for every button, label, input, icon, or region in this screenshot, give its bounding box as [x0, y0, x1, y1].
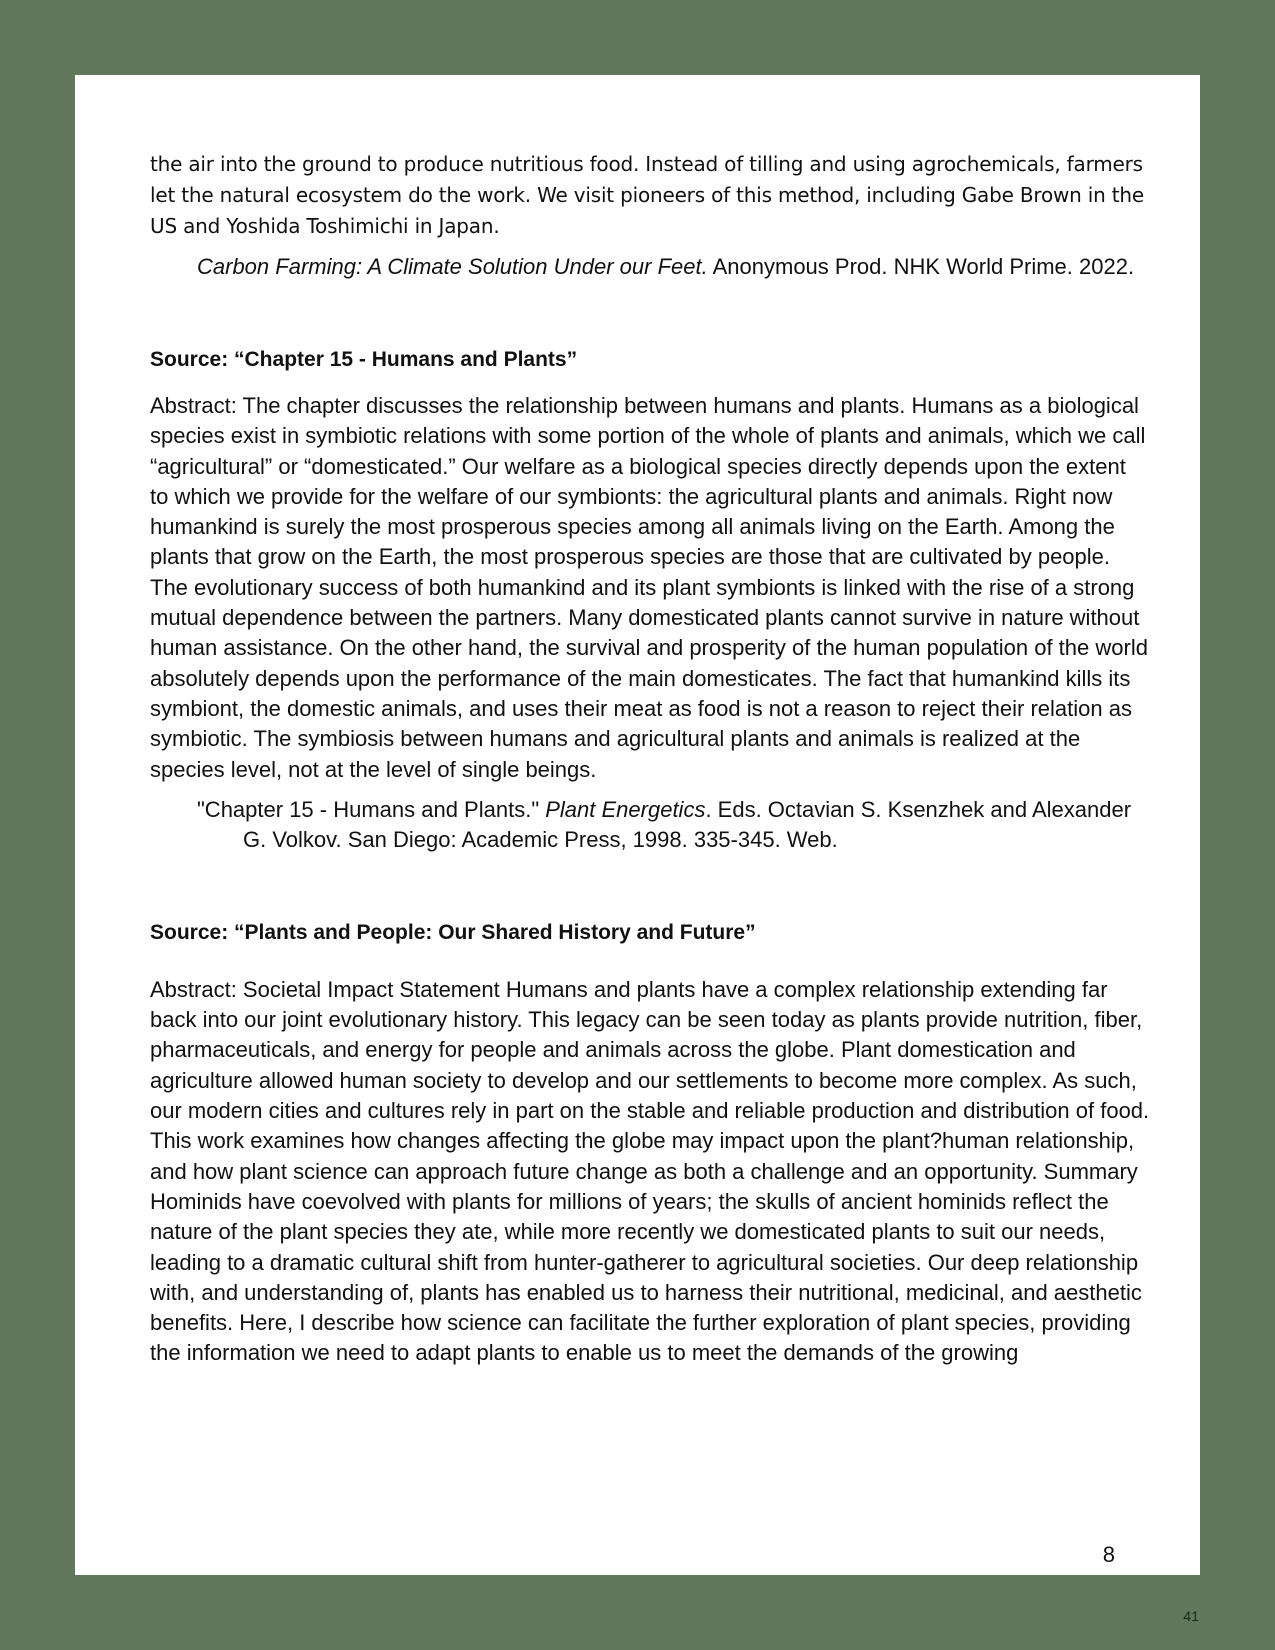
source-heading-chapter-15: Source: “Chapter 15 - Humans and Plants”: [150, 348, 578, 371]
citation-title: Carbon Farming: A Climate Solution Under our Feet.: [197, 254, 708, 279]
citation-plant-energetics: [150, 795, 1150, 855]
abstract-chapter-15: Abstract: The chapter discusses the relationship between humans and plants. Humans as a biological species exist in symbiotic relations with some portion of the whole of plants and animals, which we call “agricultural” or “domesticated.” Our welfare as a biological species directly depends upon the extent to which we provide for the welfare of our symbionts: the agricultural plants and animals. Right now humankind is surely the most prosperous species among all animals living on the Earth. Among the plants that grow on the Earth, the most prosperous species are those that are cultivated by people. The evolutionary success of both humankind and its plant symbionts is linked with the rise of a strong mutual dependence between the partners. Many domesticated plants cannot survive in nature without human assistance. On the other hand, the survival and prosperity of the human population of the world absolutely depends upon the performance of the main domesticates. The fact that humankind kills its symbiont, the domestic animals, and uses their meat as food is not a reason to reject their relation as symbiotic. The symbiosis between humans and agricultural plants and animals is realized at the species level, not at the level of single beings.: [150, 393, 1148, 782]
source-heading-plants-and-people: Source: “Plants and People: Our Shared History and Future”: [150, 920, 756, 944]
citation-details: Anonymous Prod. NHK World Prime. 2022.: [707, 254, 1135, 279]
citation-carbon-farming: [150, 252, 1150, 282]
intro-paragraph: the air into the ground to produce nutritious food. Instead of tilling and using agrochemicals, farmers let the natural ecosystem do the work. We visit pioneers of this method, including Gabe Brown in the US and Yoshida Toshimichi in Japan.: [150, 152, 1145, 238]
document-page: [75, 75, 1200, 1575]
citation-post: . Eds. Octavian S. Ksenzhek and Alexander G. Volkov. San Diego: Academic Press, 1998. 335-345. Web.: [243, 796, 1132, 852]
outer-page-number: 41: [1183, 1608, 1199, 1624]
page-number: 8: [1102, 1542, 1115, 1567]
citation-book-title: Plant Energetics: [545, 796, 706, 822]
abstract-plants-and-people: Abstract: Societal Impact Statement Humans and plants have a complex relationship extending far back into our joint evolutionary history. This legacy can be seen today as plants provide nutrition, fiber, pharmaceuticals, and energy for people and animals across the globe. Plant domestication and agriculture allowed human society to develop and our settlements to become more complex. As such, our modern cities and cultures rely in part on the stable and reliable production and distribution of food. This work examines how changes affecting the globe may impact upon the plant?human relationship, and how plant science can approach future change as both a challenge and an opportunity. Summary Hominids have coevolved with plants for millions of years; the skulls of ancient hominids reflect the nature of the plant species they ate, while more recently we domesticated plants to suit our needs, leading to a dramatic cultural shift from hunter-gatherer to agricultural societies. Our deep relationship with, and understanding of, plants has enabled us to harness their nutritional, medicinal, and aesthetic benefits. Here, I describe how science can facilitate the further exploration of plant species, providing the information we need to adapt plants to enable us to meet the demands of the growing: [150, 976, 1150, 1366]
citation-pre: "Chapter 15 - Humans and Plants.": [197, 796, 546, 822]
page-content: [150, 149, 1150, 1369]
